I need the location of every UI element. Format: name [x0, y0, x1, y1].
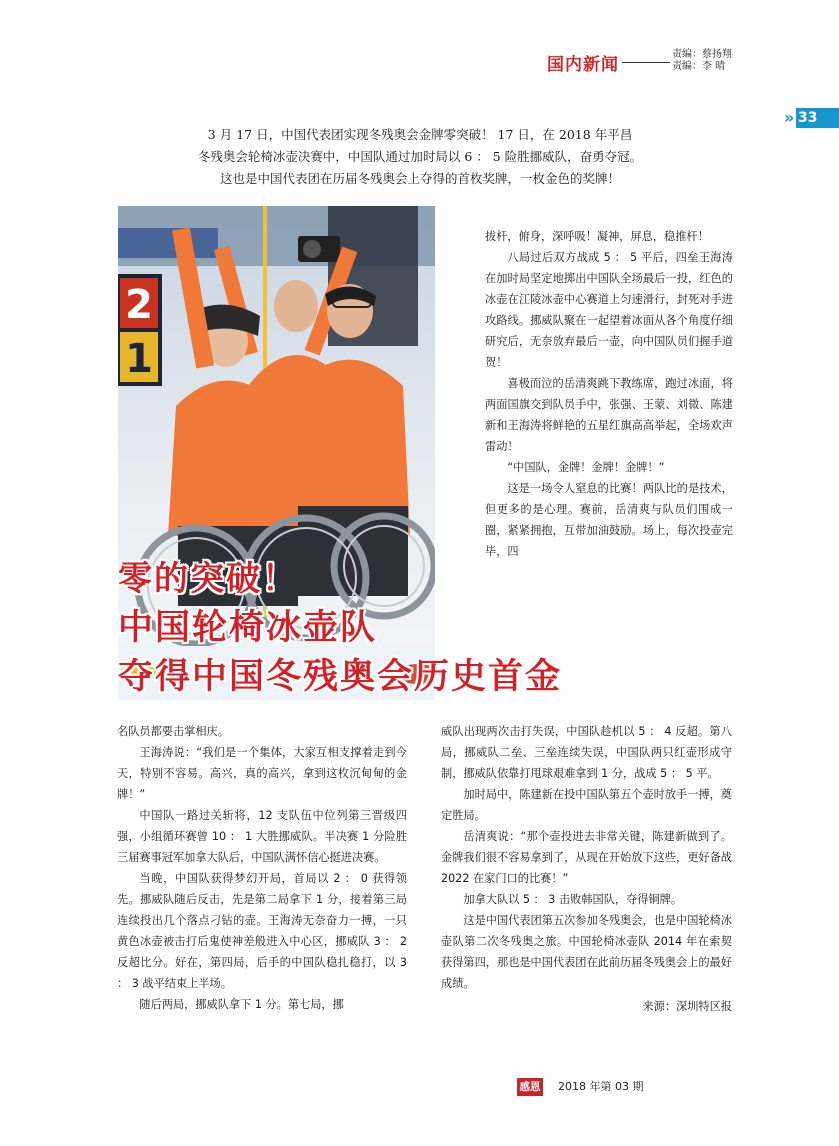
- score-yellow: 1: [125, 336, 153, 382]
- lead-line: 3 月 17 日，中国代表团实现冬残奥会金牌零突破！ 17 日，在 2018 年平昌: [207, 127, 633, 142]
- section-title: 国内新闻: [547, 55, 619, 75]
- paragraph: 喜极而泣的岳清爽跳下教练席，跑过冰面，将两面国旗交到队员手中，张强、王蒙、刘微、陈建新和王海涛将鲜艳的五星红旗高高举起，全场欢声雷动！: [485, 377, 733, 453]
- lead-paragraph: [150, 124, 690, 190]
- paragraph: 中国队一路过关斩将，12 支队伍中位列第三晋级四强，小组循环赛曾 10 ： 1 大胜挪威队。半决赛 1 分险胜三届赛事冠军加拿大队后，中国队满怀信心挺进决赛。: [117, 809, 407, 864]
- page-number: 33: [796, 108, 839, 128]
- paragraph: 随后两局，挪威队拿下 1 分。第七局，挪: [139, 998, 344, 1011]
- page-number-tab: [786, 108, 839, 128]
- header-rule: [622, 62, 670, 63]
- headline-line: 中国轮椅冰壶队: [118, 608, 378, 648]
- paragraph: 拔杆，俯身，深呼吸！凝神，屏息，稳推杆！: [485, 230, 709, 243]
- lead-line: 这也是中国代表团在历届冬残奥会上夺得的首枚奖牌，一枚金色的奖牌！: [219, 171, 620, 186]
- source-credit: 来源：深圳特区报: [642, 1000, 732, 1013]
- paragraph: “中国队，金牌！金牌！金牌！”: [507, 461, 665, 474]
- paragraph: 八局过后双方战成 5 ： 5 平后，四垒王海涛在加时局坚定地掷出中国队全场最后一投，红色的冰壶在江陵冰壶中心赛道上匀速滑行，封死对手进攻路线。挪威队聚在一起望着冰面从各个角度仔细研究后，无奈放弃最后一壶，向中国队员们握手道贺！: [485, 251, 733, 369]
- paragraph: 这是一场令人窒息的比赛！两队比的是技术，但更多的是心理。赛前，岳清爽与队员们围成一圈，紧紧拥抱，互带加油鼓励。场上，每次投壶完毕，四: [485, 482, 733, 558]
- camera-icon: [298, 236, 340, 262]
- headline: [118, 555, 562, 702]
- paragraph: 岳清爽说：“那个壶投进去非常关键，陈建新做到了。金牌我们很不容易拿到了，从现在开始放下这些，更好备战 2022 在家门口的比赛！”: [441, 830, 732, 885]
- score-red: 2: [125, 282, 153, 328]
- paragraph: 王海涛说：“我们是一个集体，大家互相支撑着走到今天，特别不容易。高兴，真的高兴，拿到这枚沉甸甸的金牌！”: [117, 746, 407, 801]
- paragraph: 这是中国代表团第五次参加冬残奥会，也是中国轮椅冰壶队第二次冬残奥之旅。中国轮椅冰壶队 2014 年在索契获得第四，那也是中国代表团在此前历届冬残奥会上的最好成绩。: [441, 914, 732, 990]
- paragraph: 威队出现两次击打失误，中国队趁机以 5 ： 4 反超。第八局，挪威队二垒、三垒连续失误，中国队两只红壶形成守制，挪威队依靠打甩球艰难拿到 1 分，战成 5 ： 5 平。: [441, 725, 732, 780]
- paragraph: 加拿大队以 5 ： 3 击败韩国队，夺得铜牌。: [463, 893, 683, 906]
- issue-label: 2018 年第 03 期: [558, 1080, 644, 1093]
- article-column-right: [485, 226, 733, 562]
- chevron-right-icon: »: [784, 108, 795, 127]
- editor-line-2: 责编：李 晴: [672, 61, 726, 72]
- headline-line: 夺得中国冬残奥会历史首金: [118, 657, 563, 697]
- scoreboard: [118, 274, 162, 386]
- paragraph: 当晚，中国队获得梦幻开局，首局以 2 ： 0 获得领先。挪威队随后反击，先是第二局拿下 1 分，接着第三局连续投出几个落点刁钻的壶。王海涛无奈奋力一搏，一只黄色冰壶被击打后鬼使神差般进入中心区，挪威队 3 ： 2 反超比分。好在，第四局，后手的中国队稳扎稳打，以 3 ： 3 战平结束上半场。: [117, 872, 407, 990]
- paragraph: 加时局中，陈建新在投中国队第五个壶时放手一搏，奠定胜局。: [441, 788, 732, 822]
- editor-line-1: 责编：蔡扬翔: [672, 49, 732, 60]
- magazine-logo: 感恩: [517, 1078, 543, 1096]
- lead-line: 冬残奥会轮椅冰壶决赛中，中国队通过加时局以 6 ： 5 险胜挪威队，奋勇夺冠。: [197, 149, 643, 164]
- article-column-bottom-left: [117, 721, 407, 1015]
- headline-line: 零的突破！: [118, 559, 298, 599]
- editor-credits: [672, 49, 732, 73]
- article-column-bottom-right: [441, 721, 732, 1017]
- paragraph: 名队员都要击掌相庆。: [117, 725, 229, 738]
